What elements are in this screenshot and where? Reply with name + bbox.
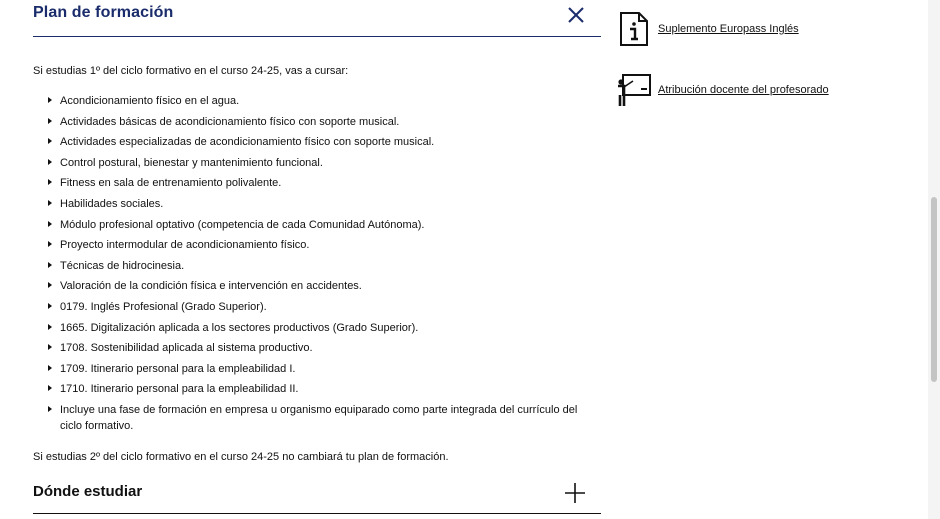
main-content (33, 0, 601, 500)
list-item-text: Proyecto intermodular de acondicionamiento físico. (60, 239, 310, 252)
bullet-icon (48, 365, 52, 371)
sidebar-link-label: Atribución docente del profesorado (658, 84, 829, 96)
vertical-scrollbar[interactable] (928, 0, 940, 519)
info-document-icon (617, 12, 651, 46)
sidebar-link-label: Suplemento Europass Inglés (658, 23, 799, 35)
list-item-text: Valoración de la condición física e intervención en accidentes. (60, 280, 362, 293)
sidebar-link-europass[interactable] (617, 12, 799, 46)
accordion-title: Plan de formación (33, 4, 174, 21)
bullet-icon (48, 344, 52, 350)
outro-text: Si estudias 2º del ciclo formativo en el curso 24-25 no cambiará tu plan de formación. (33, 451, 449, 463)
plus-icon[interactable] (565, 483, 585, 503)
bullet-icon (48, 200, 52, 206)
list-item (33, 175, 601, 191)
list-item (33, 93, 601, 109)
teacher-board-icon (617, 73, 651, 107)
list-item-text: Módulo profesional optativo (competencia de cada Comunidad Autónoma). (60, 218, 425, 231)
bullet-icon (48, 221, 52, 227)
list-item (33, 299, 601, 315)
bullet-icon (48, 262, 52, 268)
list-item-text: Actividades básicas de acondicionamiento físico con soporte musical. (60, 115, 400, 128)
list-item (33, 114, 601, 130)
list-item-text: Incluye una fase de formación en empresa u organismo equiparado como parte integrada del currículo del ciclo formativo. (60, 403, 578, 432)
list-item-text: Actividades especializadas de acondicionamiento físico con soporte musical. (60, 136, 435, 149)
bullet-icon (48, 241, 52, 247)
list-item (33, 196, 601, 212)
accordion-header-donde-estudiar[interactable] (33, 475, 601, 514)
list-item (33, 237, 601, 253)
list-item (33, 402, 601, 434)
list-item-text: Acondicionamiento físico en el agua. (60, 95, 240, 107)
list-item-text: Fitness en sala de entrenamiento polivalente. (60, 177, 282, 190)
intro-text: Si estudias 1º del ciclo formativo en el curso 24-25, vas a cursar: (33, 65, 349, 77)
bullet-icon (48, 138, 52, 144)
bullet-icon (48, 97, 52, 103)
list-item-text: Técnicas de hidrocinesia. (60, 259, 185, 272)
list-item (33, 340, 601, 356)
list-item-text: 1709. Itinerario personal para la empleabilidad I. (60, 362, 296, 375)
list-item-text: Control postural, bienestar y mantenimiento funcional. (60, 156, 323, 169)
list-item-text: Habilidades sociales. (60, 197, 164, 210)
accordion-title: Dónde estudiar (33, 483, 143, 500)
list-item (33, 217, 601, 233)
bullet-icon (48, 118, 52, 124)
bullet-icon (48, 282, 52, 288)
accordion-header-plan-formacion[interactable] (33, 0, 601, 37)
module-list (33, 93, 601, 439)
bullet-icon (48, 385, 52, 391)
bullet-icon (48, 406, 52, 412)
list-item-text: 1708. Sostenibilidad aplicada al sistema productivo. (60, 342, 313, 355)
list-item (33, 258, 601, 274)
list-item (33, 381, 601, 397)
list-item-text: 1710. Itinerario personal para la empleabilidad II. (60, 383, 299, 396)
bullet-icon (48, 303, 52, 309)
sidebar-link-atribucion-docente[interactable] (617, 73, 829, 107)
list-item-text: 1665. Digitalización aplicada a los sectores productivos (Grado Superior). (60, 321, 419, 334)
list-item (33, 134, 601, 150)
list-item (33, 278, 601, 294)
bullet-icon (48, 179, 52, 185)
scrollbar-thumb[interactable] (931, 197, 937, 382)
list-item-text: 0179. Inglés Profesional (Grado Superior). (60, 300, 267, 313)
list-item (33, 361, 601, 377)
list-item (33, 320, 601, 336)
close-icon[interactable] (567, 6, 585, 24)
list-item (33, 155, 601, 171)
bullet-icon (48, 324, 52, 330)
bullet-icon (48, 159, 52, 165)
